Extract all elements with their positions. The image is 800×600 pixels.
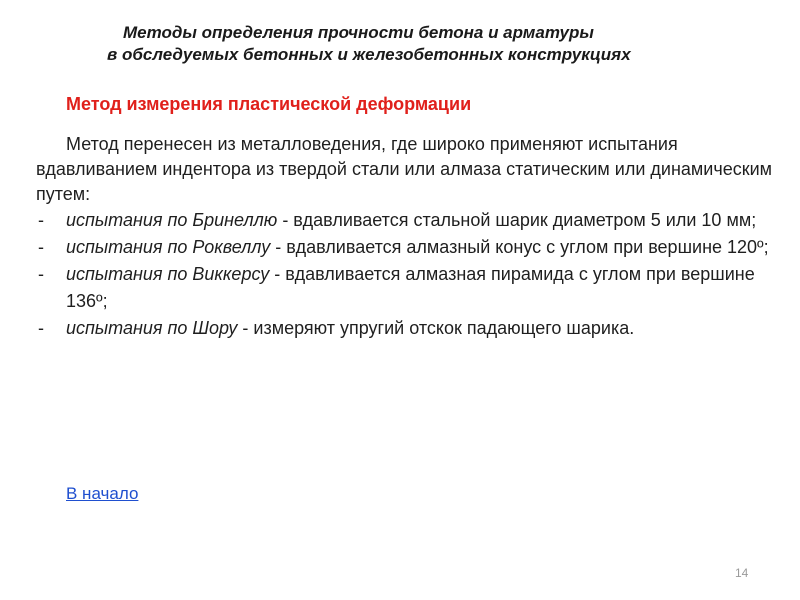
bullet-marker: -	[38, 264, 44, 284]
body-text	[36, 132, 776, 342]
method-subheading: Метод измерения пластической деформации	[66, 94, 472, 114]
intro-paragraph: Метод перенесен из металловедения, где широко применяют испытания вдавливанием индентора из твердой стали или алмаза статическим или динамическим путем:	[36, 134, 773, 204]
bullet-marker: -	[38, 318, 44, 338]
bullet-marker: -	[38, 237, 44, 257]
slide-title	[0, 22, 800, 66]
list-item	[36, 207, 776, 234]
bullet-marker: -	[38, 210, 44, 230]
list-item	[36, 261, 776, 315]
list-item	[36, 234, 776, 261]
page-number: 14	[735, 566, 749, 580]
title-line-1: Методы определения прочности бетона и арматуры	[123, 23, 594, 42]
list-item-term: испытания по Бринеллю	[66, 210, 278, 230]
list-item-desc: - измеряют упругий отскок падающего шарика.	[237, 318, 635, 338]
title-line-2: в обследуемых бетонных и железобетонных конструкциях	[107, 45, 631, 64]
list-item-term: испытания по Роквеллу	[66, 237, 271, 257]
list-item-desc: - вдавливается стальной шарик диаметром 5 или 10 мм;	[277, 210, 757, 230]
test-methods-list	[36, 207, 776, 342]
back-to-start-link[interactable]: В начало	[66, 484, 139, 503]
list-item-term: испытания по Шору	[66, 318, 238, 338]
list-item	[36, 315, 776, 342]
list-item-desc: - вдавливается алмазная пирамида с углом при вершине 136º;	[66, 264, 755, 311]
list-item-desc: - вдавливается алмазный конус с углом при вершине 120º;	[270, 237, 769, 257]
list-item-term: испытания по Виккерсу	[66, 264, 270, 284]
